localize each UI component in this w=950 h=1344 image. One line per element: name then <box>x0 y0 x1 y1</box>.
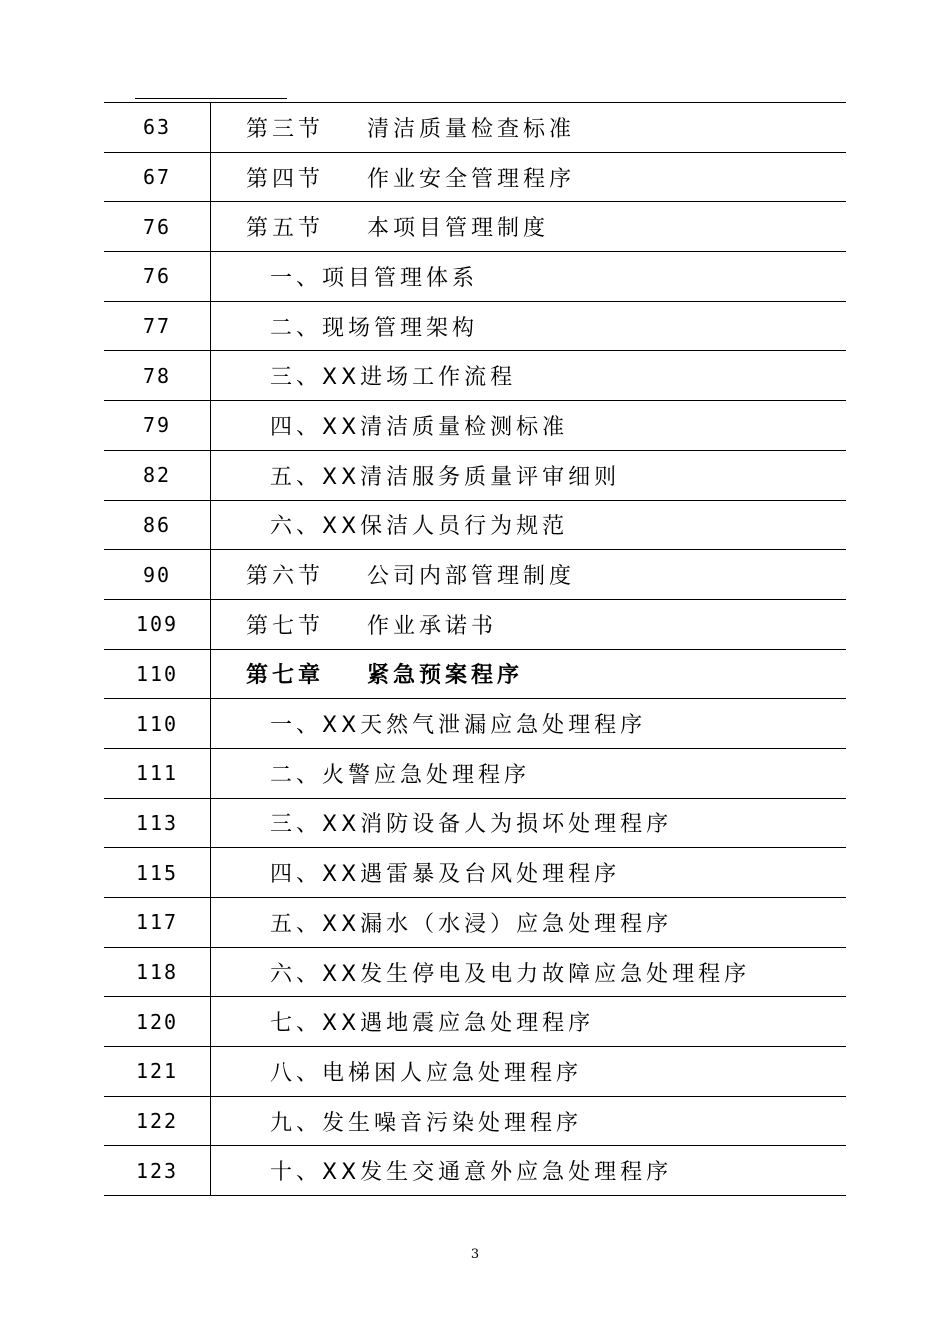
toc-section-title: 本项目管理制度 <box>367 216 550 242</box>
toc-section-title: 六、XX发生停电及电力故障应急处理程序 <box>270 961 751 987</box>
toc-entry <box>211 202 846 251</box>
toc-section-title: 十、XX发生交通意外应急处理程序 <box>270 1160 673 1186</box>
toc-entry <box>211 898 846 947</box>
toc-section-title: 八、电梯困人应急处理程序 <box>270 1060 583 1086</box>
toc-page-number: 90 <box>104 550 211 599</box>
toc-row <box>104 153 846 203</box>
toc-row <box>104 103 846 153</box>
toc-row <box>104 650 846 700</box>
toc-section-title: 三、XX进场工作流程 <box>270 365 517 391</box>
toc-entry <box>211 1146 846 1195</box>
toc-section-title: 二、火警应急处理程序 <box>270 762 531 788</box>
toc-entry <box>211 501 846 550</box>
toc-entry <box>211 600 846 649</box>
toc-row <box>104 401 846 451</box>
toc-row <box>104 799 846 849</box>
toc-section-title: 作业承诺书 <box>367 613 498 639</box>
toc-row <box>104 848 846 898</box>
toc-row <box>104 898 846 948</box>
toc-page-number: 115 <box>104 848 211 897</box>
toc-section-title: 一、项目管理体系 <box>270 265 479 291</box>
toc-page-number: 76 <box>104 252 211 301</box>
toc-entry <box>211 351 846 400</box>
toc-page-number: 76 <box>104 202 211 251</box>
toc-entry <box>211 1047 846 1096</box>
toc-entry <box>211 252 846 301</box>
toc-row <box>104 997 846 1047</box>
toc-section-label: 第六节 <box>246 564 325 590</box>
toc-entry <box>211 451 846 500</box>
toc-section-title: 四、XX清洁质量检测标准 <box>270 414 569 440</box>
toc-row <box>104 302 846 352</box>
toc-entry <box>211 302 846 351</box>
toc-page-number: 123 <box>104 1146 211 1195</box>
toc-row <box>104 948 846 998</box>
toc-row <box>104 451 846 501</box>
toc-page-number: 82 <box>104 451 211 500</box>
toc-row <box>104 1097 846 1147</box>
toc-section-title: 五、XX漏水（水浸）应急处理程序 <box>270 911 673 937</box>
toc-section-label: 第七章 <box>246 663 325 689</box>
toc-row <box>104 550 846 600</box>
toc-page-number: 78 <box>104 351 211 400</box>
toc-entry <box>211 749 846 798</box>
toc-entry <box>211 650 846 699</box>
toc-page-number: 109 <box>104 600 211 649</box>
toc-page-number: 110 <box>104 699 211 748</box>
toc-page-number: 122 <box>104 1097 211 1146</box>
toc-entry <box>211 153 846 202</box>
toc-section-title: 公司内部管理制度 <box>367 564 576 590</box>
toc-section-label: 第三节 <box>246 116 325 142</box>
toc-page-number: 79 <box>104 401 211 450</box>
toc-section-title: 一、XX天然气泄漏应急处理程序 <box>270 713 647 739</box>
toc-page-number: 120 <box>104 997 211 1046</box>
toc-page-number: 117 <box>104 898 211 947</box>
toc-page-number: 121 <box>104 1047 211 1096</box>
toc-section-title: 七、XX遇地震应急处理程序 <box>270 1011 595 1037</box>
toc-entry <box>211 401 846 450</box>
toc-section-title: 清洁质量检查标准 <box>367 116 576 142</box>
toc-page-number: 86 <box>104 501 211 550</box>
header-rule <box>135 98 287 99</box>
toc-row <box>104 501 846 551</box>
toc-entry <box>211 103 846 152</box>
toc-section-title: 二、现场管理架构 <box>270 315 479 341</box>
toc-page-number: 67 <box>104 153 211 202</box>
toc-section-label: 第七节 <box>246 613 325 639</box>
toc-page-number: 111 <box>104 749 211 798</box>
toc-row <box>104 351 846 401</box>
toc-row <box>104 749 846 799</box>
toc-page-number: 113 <box>104 799 211 848</box>
toc-section-title: 作业安全管理程序 <box>367 166 576 192</box>
toc-section-title: 六、XX保洁人员行为规范 <box>270 514 569 540</box>
toc-entry <box>211 699 846 748</box>
toc-section-label: 第四节 <box>246 166 325 192</box>
toc-row <box>104 600 846 650</box>
toc-entry <box>211 997 846 1046</box>
toc-entry <box>211 1097 846 1146</box>
toc-page-number: 77 <box>104 302 211 351</box>
toc-section-title: 五、XX清洁服务质量评审细则 <box>270 464 621 490</box>
toc-entry <box>211 799 846 848</box>
toc-section-title: 三、XX消防设备人为损坏处理程序 <box>270 812 673 838</box>
toc-row <box>104 699 846 749</box>
toc-entry <box>211 550 846 599</box>
toc-row <box>104 252 846 302</box>
page-number: 3 <box>470 1247 480 1262</box>
toc-entry <box>211 848 846 897</box>
toc-row <box>104 1146 846 1196</box>
toc-section-title: 紧急预案程序 <box>367 663 524 689</box>
toc-page-number: 118 <box>104 948 211 997</box>
toc-row <box>104 202 846 252</box>
toc-section-title: 九、发生噪音污染处理程序 <box>270 1110 583 1136</box>
toc-page-number: 110 <box>104 650 211 699</box>
toc-section-title: 四、XX遇雷暴及台风处理程序 <box>270 862 621 888</box>
table-of-contents <box>104 102 846 1196</box>
toc-page-number: 63 <box>104 103 211 152</box>
toc-entry <box>211 948 846 997</box>
toc-row <box>104 1047 846 1097</box>
toc-section-label: 第五节 <box>246 216 325 242</box>
